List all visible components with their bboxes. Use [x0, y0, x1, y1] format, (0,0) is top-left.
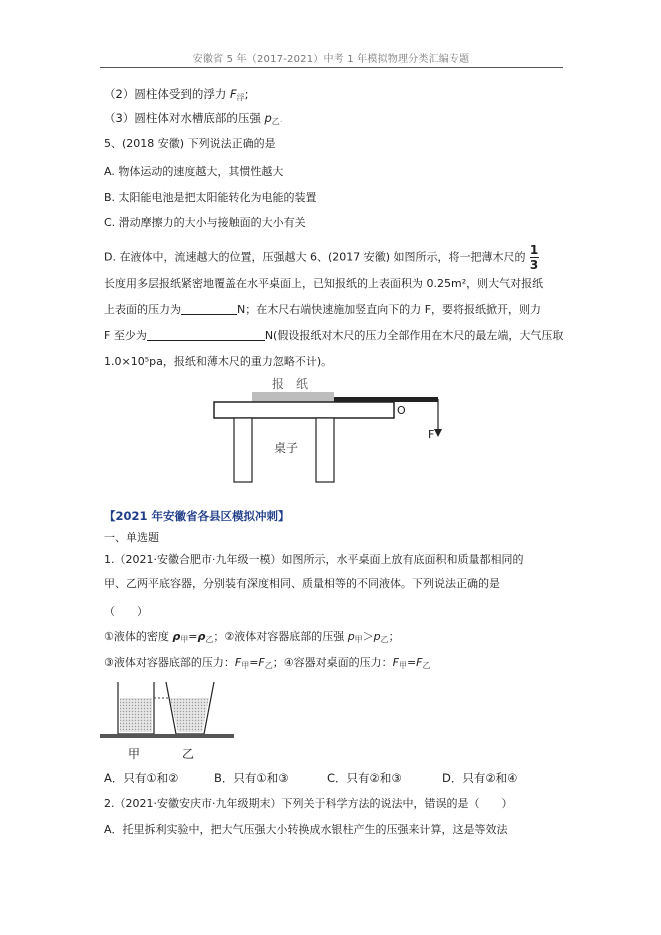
q1-option-c[interactable]: C．只有②和③: [327, 771, 402, 785]
q3-line: （3）圆柱体对水槽底部的压强 $p_乙$.: [104, 111, 283, 126]
label-yi: 乙: [182, 747, 195, 761]
ruler-table-figure: [200, 375, 470, 490]
q5-option-b: B. 太阳能电池是把太阳能转化为电能的装置: [104, 191, 317, 204]
q2-line: [104, 86, 248, 106]
q2-semicolon: ;: [244, 87, 249, 101]
q5-option-c: C. 滑动摩擦力的大小与接触面的大小有关: [104, 216, 306, 229]
q2-next-line-2: A．托里拆利实验中，把大气压强大小转换成水银柱产生的压强来计算，这是等效法: [104, 823, 508, 836]
q3-sub: 乙: [271, 117, 280, 126]
q1-line-2: 甲、乙两平底容器，分别装有深度相同、质量相等的不同液体。下列说法正确的是: [104, 577, 500, 590]
table-label: 桌子: [274, 441, 299, 455]
q1-option-d[interactable]: D．只有②和④: [442, 771, 518, 785]
q1-line-1: 1.（2021·安徽合肥市·九年级一模）如图所示，水平桌面上放有底面积和质量都相同的: [104, 553, 524, 566]
newspaper-label: 报 纸: [272, 377, 309, 391]
desk-surface: [100, 734, 234, 738]
table-leg-left: [234, 418, 252, 482]
newspaper: [252, 392, 334, 402]
liquid-yi: [170, 698, 209, 732]
force-label: F: [428, 428, 435, 441]
label-jia: 甲: [128, 747, 141, 761]
containers-figure: [98, 680, 238, 766]
q5-d-text: D. 在液体中，流速越大的位置，压强越大 6、(2017 安徽) 如图所示，将一把薄木尺的: [104, 250, 526, 264]
q6-line-4: F 至少为 N(假设报纸对木尺的压力全部作用在木尺的最左端，大气压取: [104, 329, 564, 342]
q5-option-d: [104, 244, 539, 271]
q5-title: 5、(2018 安徽) 下列说法正确的是: [104, 137, 276, 150]
q6-line-3: 上表面的压力为 N；在木尺右端快速施加竖直向下的力 F，要将报纸掀开，则力: [104, 303, 542, 316]
answer-blank-2[interactable]: [147, 328, 265, 341]
answer-blank-1[interactable]: [181, 302, 237, 315]
q6-line-2: 长度用多层报纸紧密地覆盖在水平桌面上，已知报纸的上表面积为 0.25m²，则大气对报纸: [104, 277, 544, 290]
force-arrow-head: [434, 429, 442, 437]
fraction-one-third: $\frac{1}{3}$: [529, 243, 539, 272]
q3-text: （3）圆柱体对水槽底部的压强: [104, 111, 261, 125]
section-subtitle: 一、单选题: [104, 531, 159, 544]
header-rule: [100, 67, 563, 68]
liquid-jia: [120, 698, 152, 732]
tabletop: [214, 402, 394, 418]
q2-next-line-1: 2.（2021·安徽安庆市·九年级期末）下列关于科学方法的说法中，错误的是（ ）: [104, 797, 513, 810]
q2-sub: 浮: [236, 93, 245, 102]
page-header: 安徽省 5 年（2017-2021）中考 1 年模拟物理分类汇编专题: [192, 54, 470, 65]
q2-var: F: [229, 87, 237, 101]
point-o-label: O: [397, 404, 406, 417]
q5-option-a: A. 物体运动的速度越大，其惯性越大: [104, 165, 284, 178]
q1-option-a[interactable]: A．只有①和②: [104, 771, 179, 785]
q3-var: p: [264, 111, 272, 125]
q1-option-b[interactable]: B．只有①和③: [214, 771, 289, 785]
table-leg-right: [316, 418, 334, 482]
q1-statement-1-2: ①液体的密度 $\rho_甲=\rho_乙$；②液体对容器底部的压强 $p_甲>p_乙$；: [104, 630, 400, 644]
q1-statement-3-4: ③液体对容器底部的压力：$F_甲=F_乙$；④容器对桌面的压力：$F_甲=F_乙$: [104, 656, 431, 670]
section-title: 【2021 年安徽省各县区模拟冲刺】: [104, 509, 290, 523]
q1-answer-brackets: （ ）: [104, 605, 148, 618]
q6-line-5: 1.0×10⁵pa，报纸和薄木尺的重力忽略不计)。: [104, 355, 333, 368]
q2-text: （2）圆柱体受到的浮力: [104, 87, 227, 101]
